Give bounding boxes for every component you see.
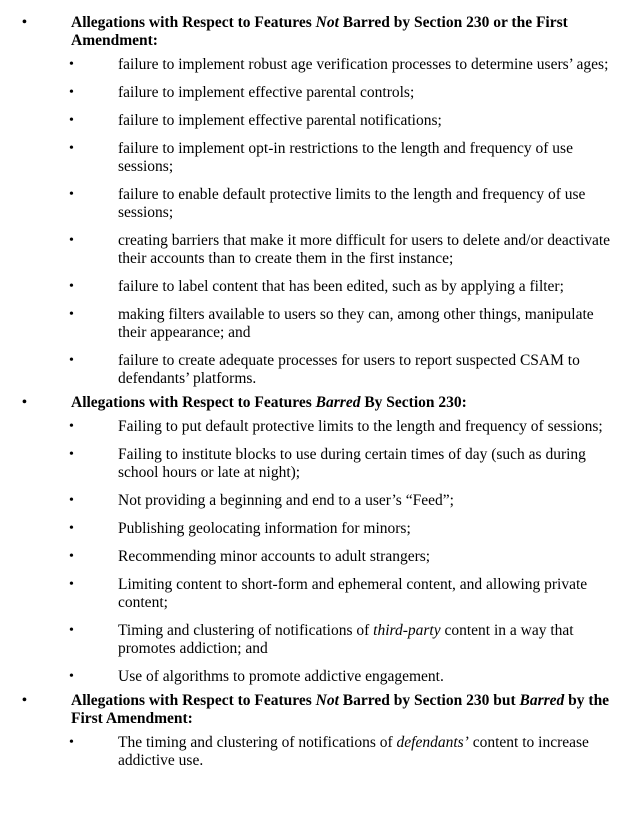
emphasized-text: Barred	[315, 394, 361, 411]
list-item	[0, 306, 633, 342]
text-run: failure to enable default protective limits to the length and frequency of use sessions;	[118, 186, 586, 221]
text-run: making filters available to users so they can, among other things, manipulate their appearance; and	[118, 306, 594, 341]
bullet-icon: •	[69, 57, 74, 72]
text-run: Timing and clustering of notifications of	[118, 622, 374, 639]
list-item	[0, 492, 633, 510]
section-heading	[0, 692, 633, 728]
list-item	[0, 84, 633, 102]
text-run: Failing to put default protective limits to the length and frequency of sessions;	[118, 418, 603, 435]
bullet-icon: •	[69, 669, 74, 684]
text-run: content to increase addictive use.	[118, 734, 589, 769]
list-item	[0, 186, 633, 222]
text-run: Not providing a beginning and end to a user’s “Feed”;	[118, 492, 454, 509]
list-item	[0, 112, 633, 130]
list-item	[0, 232, 633, 268]
list-item	[0, 548, 633, 566]
list-item	[0, 622, 633, 658]
bullet-icon: •	[69, 113, 74, 128]
list-item	[0, 278, 633, 296]
text-run: content in a way that promotes addiction; and	[118, 622, 574, 657]
bullet-icon: •	[69, 233, 74, 248]
list-item	[0, 576, 633, 612]
bullet-icon: •	[69, 279, 74, 294]
list-item	[0, 734, 633, 770]
text-run: Allegations with Respect to Features	[71, 692, 316, 709]
text-run: Limiting content to short-form and ephemeral content, and allowing private content;	[118, 576, 588, 611]
text-run: failure to label content that has been edited, such as by applying a filter;	[118, 278, 564, 295]
section-heading	[0, 14, 633, 50]
emphasized-text: third-party	[373, 622, 441, 639]
bullet-icon: •	[69, 85, 74, 100]
document-body	[0, 14, 633, 776]
bullet-icon: •	[69, 141, 74, 156]
list-item	[0, 56, 633, 74]
allegation-section	[0, 14, 633, 388]
text-run: creating barriers that make it more difficult for users to delete and/or deactivate their accounts than to create them in the first instance;	[118, 232, 611, 267]
text-run: failure to implement opt-in restrictions to the length and frequency of use sessions;	[118, 140, 573, 175]
bullet-icon: •	[69, 187, 74, 202]
list-item	[0, 668, 633, 686]
text-run: Barred by Section 230 or the First Amendment:	[71, 14, 568, 49]
bullet-icon: •	[69, 419, 74, 434]
bullet-icon: •	[22, 693, 27, 708]
allegation-section	[0, 394, 633, 686]
bullet-icon: •	[69, 521, 74, 536]
bullet-icon: •	[22, 15, 27, 30]
emphasized-text: Barred	[519, 692, 565, 709]
list-item	[0, 418, 633, 436]
allegation-list	[0, 418, 633, 686]
allegation-list	[0, 56, 633, 388]
emphasized-text: defendants’	[396, 734, 469, 751]
bullet-icon: •	[69, 353, 74, 368]
text-run: failure to implement effective parental notifications;	[118, 112, 442, 129]
text-run: The timing and clustering of notifications of	[118, 734, 397, 751]
text-run: Failing to institute blocks to use during certain times of day (such as during school hours or late at night);	[118, 446, 586, 481]
text-run: failure to create adequate processes for users to report suspected CSAM to defendants’ platforms.	[118, 352, 580, 387]
bullet-icon: •	[22, 395, 27, 410]
text-run: By Section 230:	[360, 394, 467, 411]
text-run: Use of algorithms to promote addictive engagement.	[118, 668, 444, 685]
text-run: Barred by Section 230 but	[338, 692, 520, 709]
text-run: by the First Amendment:	[71, 692, 610, 727]
bullet-icon: •	[69, 735, 74, 750]
text-run: Publishing geolocating information for minors;	[118, 520, 411, 537]
allegation-list	[0, 734, 633, 770]
text-run: Allegations with Respect to Features	[71, 394, 316, 411]
bullet-icon: •	[69, 577, 74, 592]
list-item	[0, 446, 633, 482]
allegation-section	[0, 692, 633, 770]
emphasized-text: Not	[315, 14, 339, 31]
emphasized-text: Not	[315, 692, 339, 709]
text-run: failure to implement robust age verification processes to determine users’ ages;	[118, 56, 609, 73]
list-item	[0, 140, 633, 176]
text-run: Allegations with Respect to Features	[71, 14, 316, 31]
bullet-icon: •	[69, 447, 74, 462]
list-item	[0, 352, 633, 388]
section-heading	[0, 394, 633, 412]
bullet-icon: •	[69, 493, 74, 508]
bullet-icon: •	[69, 307, 74, 322]
text-run: failure to implement effective parental controls;	[118, 84, 415, 101]
bullet-icon: •	[69, 549, 74, 564]
bullet-icon: •	[69, 623, 74, 638]
list-item	[0, 520, 633, 538]
text-run: Recommending minor accounts to adult strangers;	[118, 548, 431, 565]
